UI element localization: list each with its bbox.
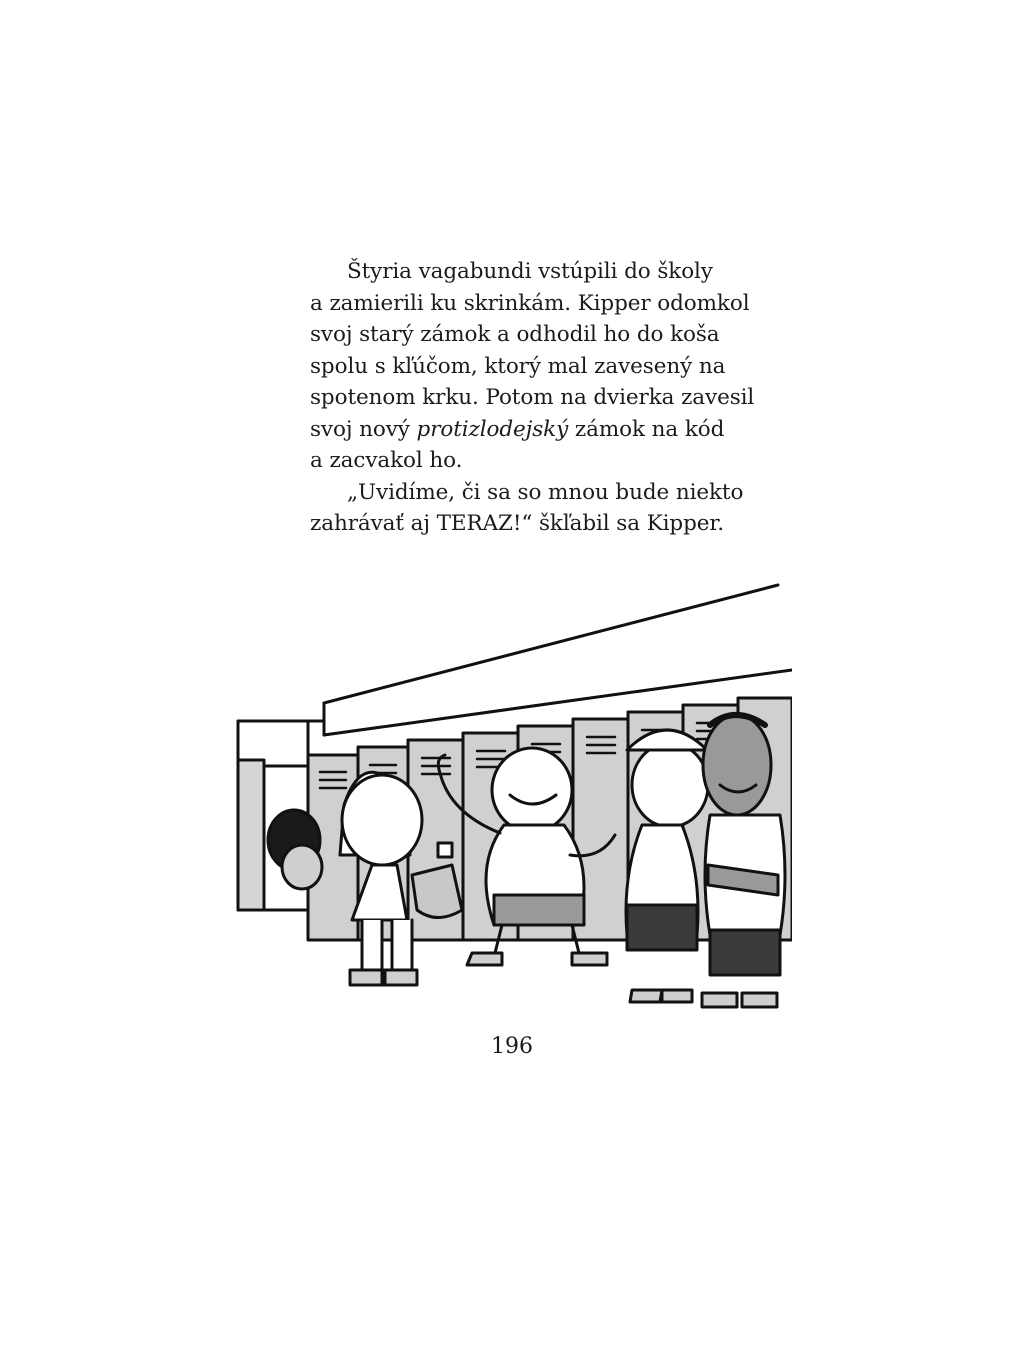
text-line: Štyria vagabundi vstúpili do školy (347, 259, 713, 284)
body-text (310, 256, 755, 540)
text-segment: zámok na kód (568, 416, 725, 442)
peeking-kid (268, 810, 322, 889)
text-line: a zacvakol ho. (310, 448, 463, 473)
text-line: spotenom krku. Potom na dvierka zavesil (310, 385, 755, 410)
text-line (310, 414, 730, 446)
page-number: 196 (491, 1034, 533, 1059)
italic-word: protizlodejský (416, 416, 569, 442)
text-line: zahrávať aj TERAZ!“ škľabil sa Kipper. (310, 511, 724, 536)
padlock-icon (438, 843, 452, 857)
text-line: „Uvidíme, či sa so mnou bude niekto (347, 479, 744, 505)
text-line: spolu s kľúčom, ktorý mal zavesený na (310, 353, 726, 379)
text-line: a zamierili ku skrinkám. Kipper odomkol (310, 290, 750, 316)
locker-hallway-illustration (232, 575, 792, 1015)
paragraph-1 (310, 256, 755, 477)
text-segment: svoj nový (310, 416, 417, 442)
paragraph-2 (310, 477, 744, 540)
text-line: svoj starý zámok a odhodil ho do koša (310, 322, 720, 347)
